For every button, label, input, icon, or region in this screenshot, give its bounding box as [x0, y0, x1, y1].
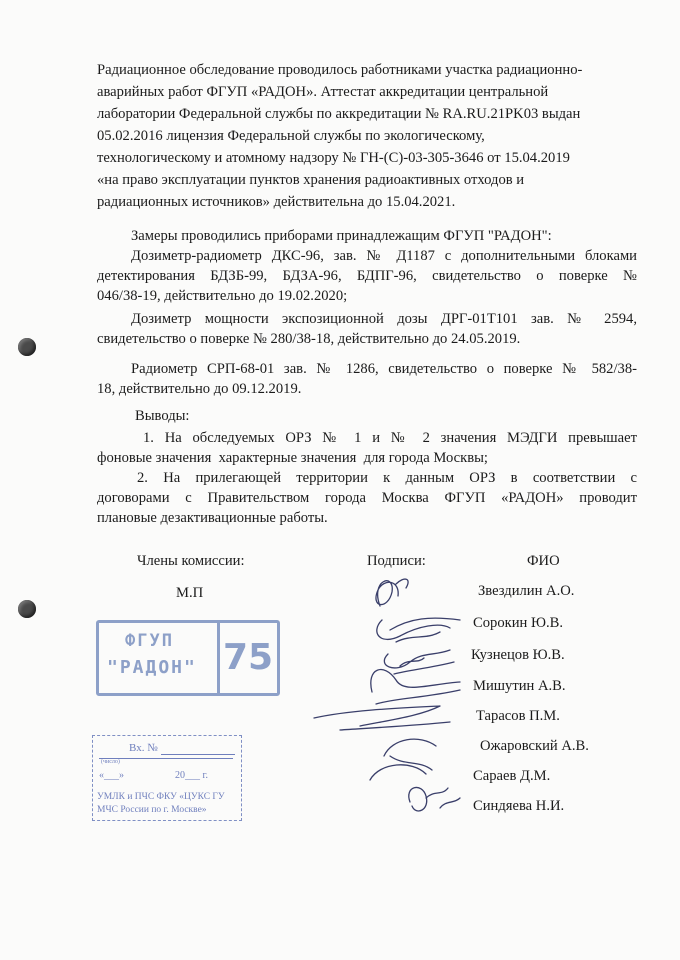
- member-name: Кузнецов Ю.В.: [471, 647, 565, 663]
- signature-7: [409, 787, 460, 811]
- intro-line: радиационных источников» действительна до 15.04.2021.: [97, 194, 456, 210]
- signature-1: [376, 579, 408, 606]
- instrument-line: свидетельство о поверке № 280/38-18, действительно до 24.05.2019.: [97, 331, 521, 347]
- incoming-number-line: [161, 754, 235, 755]
- signature-4: [371, 670, 460, 704]
- mp-label: М.П: [176, 585, 204, 601]
- incoming-org-line1: УМЛК и ПЧС ФКУ «ЦУКС ГУ: [97, 792, 225, 802]
- handwritten-signatures: [300, 570, 480, 830]
- member-name: Тарасов П.М.: [476, 708, 560, 724]
- instrument-line: 18, действительно до 09.12.2019.: [97, 381, 302, 397]
- intro-line: 05.02.2016 лицензия Федеральной службы по экологическому,: [97, 128, 485, 144]
- radon-stamp-left-panel: [99, 623, 220, 693]
- member-name: Ожаровский А.В.: [480, 738, 589, 754]
- radon-stamp-line2: "РАДОН": [107, 657, 197, 678]
- incoming-number-label: Вх. №: [129, 742, 158, 754]
- intro-line: лаборатории Федеральной службы по аккредитации № RA.RU.21PK03 выдан: [97, 106, 581, 122]
- radon-stamp-number: 75: [223, 637, 274, 678]
- instrument-line: Дозиметр-радиометр ДКС-96, зав. № Д1187 с дополнительными блоками: [131, 248, 637, 264]
- signature-5: [314, 706, 450, 730]
- conclusion-line: плановые дезактивационные работы.: [97, 510, 328, 526]
- incoming-day: «___»: [99, 770, 124, 781]
- intro-line: аварийных работ ФГУП «РАДОН». Аттестат аккредитации центральной: [97, 84, 549, 100]
- conclusion-line: фоновые значения характерные значения для города Москвы;: [97, 450, 488, 466]
- incoming-date-hint: (число): [101, 759, 120, 765]
- member-name: Мишутин А.В.: [473, 678, 566, 694]
- conclusions-heading: Выводы:: [135, 408, 190, 424]
- instrument-line: Радиометр СРП-68-01 зав. № 1286, свидетельство о поверке № 582/38-: [131, 361, 637, 377]
- punch-hole-bottom: [18, 600, 36, 618]
- intro-line: «на право эксплуатации пунктов хранения радиоактивных отходов и: [97, 172, 525, 188]
- signature-6: [370, 739, 436, 780]
- instrument-line: детектирования БДЗБ-99, БДЗА-96, БДПГ-96, свидетельство о поверке №: [97, 268, 637, 284]
- radon-stamp: [96, 620, 280, 696]
- instruments-intro: Замеры проводились приборами принадлежащим ФГУП "РАДОН":: [131, 228, 552, 244]
- intro-line: Радиационное обследование проводилось работниками участка радиационно-: [97, 62, 583, 78]
- fio-label: ФИО: [527, 553, 560, 569]
- signature-2: [377, 618, 460, 642]
- member-name: Синдяева Н.И.: [473, 798, 565, 814]
- conclusion-line: договорами с Правительством города Москва ФГУП «РАДОН» проводит: [97, 490, 637, 506]
- incoming-year: 20___ г.: [175, 770, 208, 781]
- signature-3: [384, 650, 454, 674]
- member-name: Сараев Д.М.: [473, 768, 551, 784]
- intro-line: технологическому и атомному надзору № ГН-(С)-03-305-3646 от 15.04.2019: [97, 150, 570, 166]
- member-name: Звездилин А.О.: [478, 583, 575, 599]
- incoming-stamp: [92, 735, 242, 821]
- members-label: Члены комиссии:: [137, 553, 245, 569]
- instrument-line: 046/38-19, действительно до 19.02.2020;: [97, 288, 348, 304]
- incoming-org-line2: МЧС России по г. Москве»: [97, 805, 207, 815]
- conclusion-line: 1. На обследуемых ОРЗ № 1 и № 2 значения МЭДГИ превышает: [143, 430, 637, 446]
- instrument-line: Дозиметр мощности экспозиционной дозы ДРГ-01Т101 зав. № 2594,: [131, 311, 637, 327]
- radon-stamp-line1: ФГУП: [125, 631, 174, 651]
- member-name: Сорокин Ю.В.: [473, 615, 564, 631]
- conclusion-line: 2. На прилегающей территории к данным ОРЗ в соответствии с: [137, 470, 637, 486]
- punch-hole-top: [18, 338, 36, 356]
- signatures-label: Подписи:: [367, 553, 426, 569]
